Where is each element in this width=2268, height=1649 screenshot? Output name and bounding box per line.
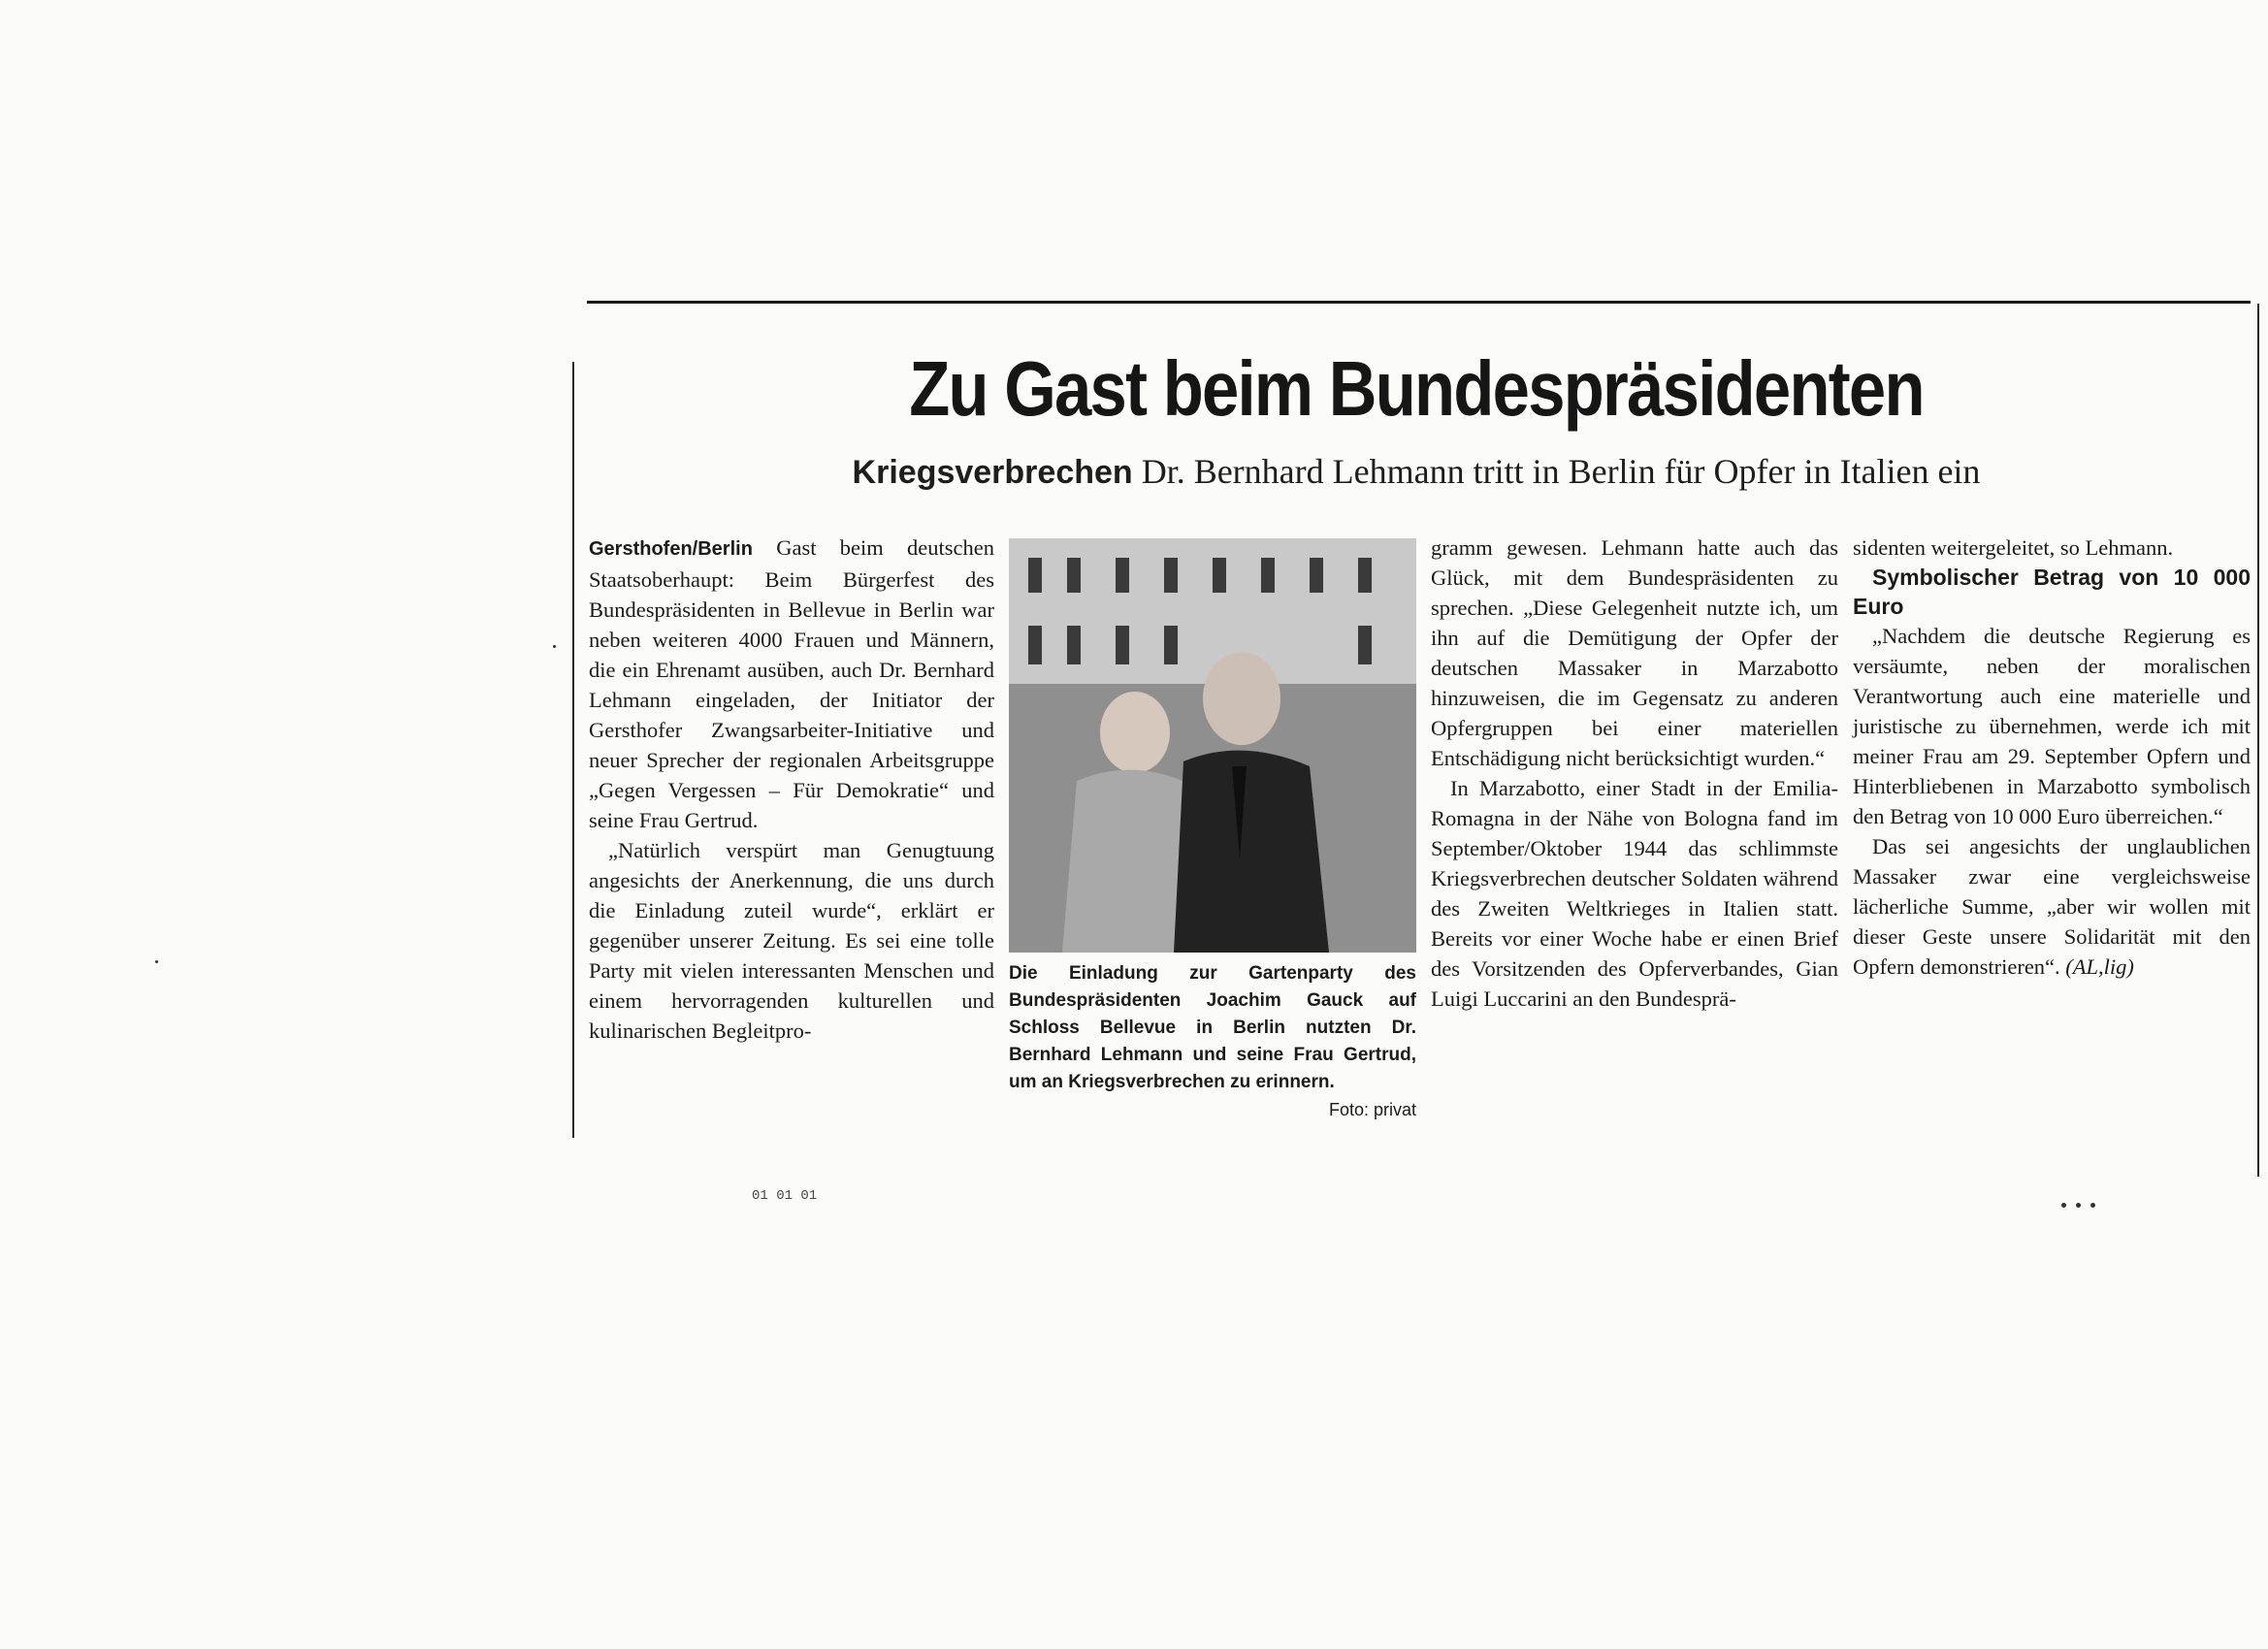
scan-speck [553,645,556,648]
paragraph-text: Das sei angesichts der unglaublichen Massaker zwar eine vergleichsweise lächerliche Summe, „aber wir wollen mit dieser Geste unsere Solidarität mit den Opfern demonstrieren“. [1853,834,2251,979]
right-column-rule [2257,304,2259,1177]
scan-speck [155,960,158,963]
article-photo [1009,538,1416,953]
paragraph [1853,831,2251,982]
subhead-text: Dr. Bernhard Lehmann tritt in Berlin für Opfer in Italien ein [1141,452,1981,491]
subhead-kicker: Kriegsverbrechen [852,454,1133,491]
photo-couple-at-palace [1009,538,1416,953]
text-column-1 [589,533,994,1046]
text-column-4 [1853,533,2251,982]
paragraph: gramm gewesen. Lehmann hatte auch das Glück, mit dem Bundespräsidenten zu sprechen. „Diese Gelegenheit nutzte ich, um ihn auf die Demütigung der Opfer der deutschen Massaker in Marzabotto hinzuweisen, die im Gegensatz zu anderen Opfergruppen bei einer materiellen Entschädigung nicht berücksichtigt wurden.“ [1431,535,1838,770]
scan-speck [2061,1203,2066,1208]
paragraph: „Natürlich verspürt man Genugtuung angesichts der Anerkennung, die uns durch die Einladung zuteil wurde“, erklärt er gegenüber unserer Zeitung. Es sei eine tolle Party mit vielen interessanten Menschen und einem hervorragenden kulturellen und kulinarischen Begleitpro- [589,838,994,1043]
article-subhead [572,451,2260,492]
top-rule [587,301,2251,304]
caption-text: Die Einladung zur Gartenparty des Bundespräsidenten Joachim Gauck auf Schloss Bellevue in Berlin nutzten Dr. Bernhard Lehmann und seine Frau Gertrud, um an Kriegsverbrechen zu erinnern. [1009,963,1416,1092]
paragraph: sidenten weitergeleitet, so Lehmann. [1853,535,2174,560]
photo-caption [1009,960,1416,1123]
paragraph: „Nachdem die deutsche Regierung es versäumte, neben der moralischen Verantwortung auch eine materielle und juristische zu übernehmen, werde ich mit meiner Frau am 29. September Opfern und Hinterbliebenen in Marzabotto symbolisch den Betrag von 10 000 Euro überreichen.“ [1853,624,2251,828]
scan-speck [2076,1203,2081,1208]
scan-speck [2090,1203,2095,1208]
paragraph: In Marzabotto, einer Stadt in der Emilia-Romagna in der Nähe von Bologna fand im September/Oktober 1944 das schlimmste Kriegsverbrechen deutscher Soldaten während des Zweiten Weltkrieges in Italien statt. Bereits vor einer Woche habe er einen Brief des Vorsitzenden des Opferverbandes, Gian Luigi Luccarini an den Bundesprä- [1431,776,1838,1011]
author-signature: (AL,lig) [2065,954,2134,979]
article-headline: Zu Gast beim Bundespräsidenten [909,345,1924,432]
dateline: Gersthofen/Berlin [589,538,753,560]
paragraph-text: Gast beim deutschen Staatsoberhaupt: Beim Bürgerfest des Bundespräsidenten in Bellevue in Berlin war neben weiteren 4000 Frauen und Männern, die ein Ehrenamt ausüben, auch Dr. Bernhard Lehmann eingeladen, der Initiator der Gersthofer Zwangsarbeiter-Initiative und neuer Sprecher der regionalen Arbeitsgruppe „Gegen Vergessen – Für Demokratie“ und seine Frau Gertrud. [589,535,995,832]
newspaper-clipping [572,296,2251,1130]
text-column-3 [1431,533,1838,1014]
section-subhead: Symbolischer Betrag von 10 000 Euro [1853,565,2251,619]
scan-footer: 01 01 01 [752,1188,818,1204]
photo-credit: Foto: privat [1328,1100,1416,1119]
paragraph [589,533,994,835]
